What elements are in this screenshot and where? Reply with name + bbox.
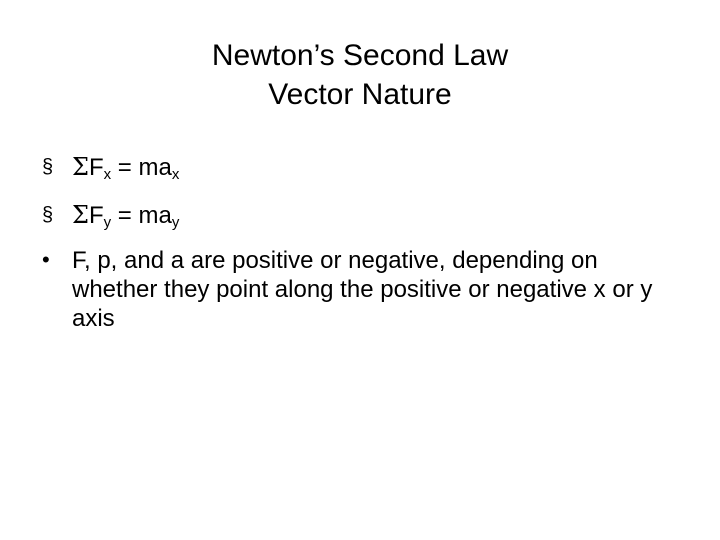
- subscript-y: y: [171, 214, 180, 231]
- bullet-marker: §: [42, 156, 54, 178]
- subscript-x: x: [171, 166, 180, 183]
- subscript-x: x: [103, 166, 112, 183]
- sigma-symbol: Σ: [72, 201, 89, 229]
- equation-rhs: = ma: [111, 154, 172, 181]
- bullet-marker: §: [42, 204, 54, 226]
- equation-sum-fy: [72, 201, 702, 230]
- sign-convention-text: F, p, and a are positive or negative, depending on whether they point along the positive or negative x or y axis: [72, 247, 653, 332]
- sigma-symbol: Σ: [72, 153, 89, 181]
- title-line-1: Newton’s Second Law: [211, 39, 509, 72]
- title-line-2: Vector Nature: [268, 78, 452, 111]
- bullet-marker: •: [42, 247, 50, 272]
- slide-title: [0, 36, 720, 114]
- equation-rhs: = ma: [111, 202, 172, 229]
- force-variable: F: [88, 202, 104, 229]
- subscript-y: y: [103, 214, 112, 231]
- equation-sum-fx: [72, 153, 702, 182]
- force-variable: F: [88, 154, 104, 181]
